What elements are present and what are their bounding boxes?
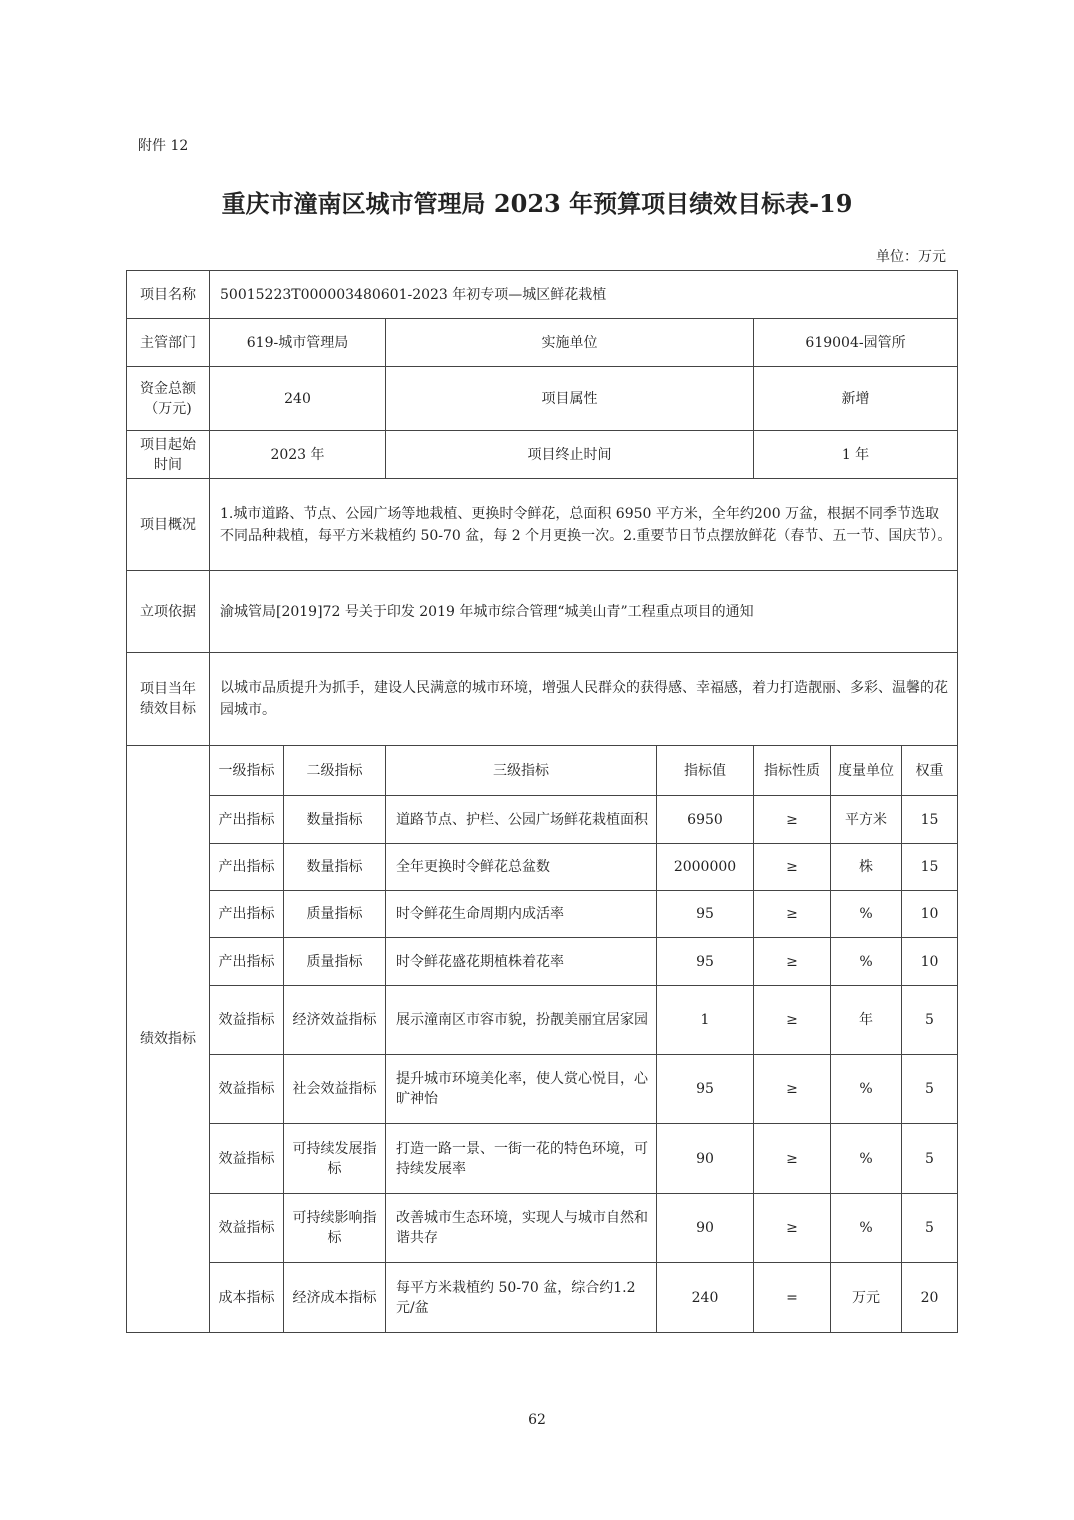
basis-label: 立项依据: [127, 571, 210, 653]
metric-level1: 产出指标: [210, 796, 284, 844]
metric-level1: 效益指标: [210, 986, 284, 1055]
metric-level2: 质量指标: [284, 891, 386, 938]
metric-level3: 道路节点、护栏、公园广场鲜花栽植面积: [386, 796, 657, 844]
metric-unit: 年: [831, 986, 902, 1055]
metric-level3: 时令鲜花生命周期内成活率: [386, 891, 657, 938]
document-title: 重庆市潼南区城市管理局 2023 年预算项目绩效目标表-19: [221, 189, 853, 218]
attr-label: 项目属性: [386, 367, 754, 431]
overview-value: 1.城市道路、节点、公园广场等地栽植、更换时令鲜花，总面积 6950 平方米，全年约200 万盆，根据不同季节选取不同品种栽植，每平方米栽植约 50-70 盆，每 2 个月更换一次。2.重要节日节点摆放鲜花（春节、五一节、国庆节）。: [210, 479, 958, 571]
metric-value: 95: [657, 1055, 754, 1124]
metric-level2: 数量指标: [284, 796, 386, 844]
impl-label: 实施单位: [386, 319, 754, 367]
end-value: 1 年: [754, 431, 958, 479]
metric-value: 95: [657, 938, 754, 986]
header-unit: 度量单位: [831, 746, 902, 796]
header-weight: 权重: [902, 746, 958, 796]
metric-nature: ≥: [754, 938, 831, 986]
metric-nature: ≥: [754, 796, 831, 844]
metric-level2: 质量指标: [284, 938, 386, 986]
metric-unit: %: [831, 1055, 902, 1124]
metric-level3: 打造一路一景、一街一花的特色环境，可持续发展率: [386, 1124, 657, 1194]
metric-unit: 株: [831, 844, 902, 891]
metric-unit: 平方米: [831, 796, 902, 844]
metric-nature: ≥: [754, 891, 831, 938]
metric-weight: 10: [902, 891, 958, 938]
start-value: 2023 年: [210, 431, 386, 479]
metric-nature: ≥: [754, 1194, 831, 1263]
metric-nature: ≥: [754, 1124, 831, 1194]
metric-nature: =: [754, 1263, 831, 1333]
header-level2: 二级指标: [284, 746, 386, 796]
attr-value: 新增: [754, 367, 958, 431]
metric-unit: %: [831, 1194, 902, 1263]
goal-label: 项目当年绩效目标: [127, 653, 210, 746]
table-row: [127, 1194, 958, 1263]
metric-value: 6950: [657, 796, 754, 844]
metric-weight: 10: [902, 938, 958, 986]
end-label: 项目终止时间: [386, 431, 754, 479]
metric-value: 2000000: [657, 844, 754, 891]
metric-level3: 全年更换时令鲜花总盆数: [386, 844, 657, 891]
table-row: [127, 1055, 958, 1124]
metric-level1: 效益指标: [210, 1194, 284, 1263]
performance-table: [126, 270, 958, 1333]
attachment-label: 附件 12: [138, 138, 189, 154]
metric-level2: 可持续发展指标: [284, 1124, 386, 1194]
table-row: [127, 986, 958, 1055]
table-row: [127, 796, 958, 844]
metric-level2: 经济效益指标: [284, 986, 386, 1055]
header-value: 指标值: [657, 746, 754, 796]
basis-value: 渝城管局[2019]72 号关于印发 2019 年城市综合管理“城美山青”工程重点项目的通知: [210, 571, 958, 653]
metric-value: 1: [657, 986, 754, 1055]
metric-value: 90: [657, 1194, 754, 1263]
metric-weight: 15: [902, 844, 958, 891]
metric-level3: 每平方米栽植约 50-70 盆，综合约1.2 元/盆: [386, 1263, 657, 1333]
dept-label: 主管部门: [127, 319, 210, 367]
metric-value: 90: [657, 1124, 754, 1194]
metric-level1: 产出指标: [210, 844, 284, 891]
impl-value: 619004-园管所: [754, 319, 958, 367]
metric-weight: 5: [902, 1124, 958, 1194]
table-row: [127, 938, 958, 986]
metric-nature: ≥: [754, 844, 831, 891]
page-number: 62: [528, 1412, 546, 1428]
metric-nature: ≥: [754, 986, 831, 1055]
metric-level2: 经济成本指标: [284, 1263, 386, 1333]
header-level1: 一级指标: [210, 746, 284, 796]
metric-unit: %: [831, 891, 902, 938]
metric-level1: 成本指标: [210, 1263, 284, 1333]
project-name-value: 50015223T000003480601-2023 年初专项—城区鲜花栽植: [210, 271, 958, 319]
overview-label: 项目概况: [127, 479, 210, 571]
metric-level1: 产出指标: [210, 938, 284, 986]
metrics-section-label: 绩效指标: [127, 746, 210, 1333]
table-row: [127, 1263, 958, 1333]
project-name-label: 项目名称: [127, 271, 210, 319]
metric-weight: 5: [902, 1055, 958, 1124]
metric-weight: 15: [902, 796, 958, 844]
metric-level3: 改善城市生态环境，实现人与城市自然和谐共存: [386, 1194, 657, 1263]
metric-level1: 产出指标: [210, 891, 284, 938]
goal-value: 以城市品质提升为抓手，建设人民满意的城市环境，增强人民群众的获得感、幸福感，着力打造靓丽、多彩、温馨的花园城市。: [210, 653, 958, 746]
metric-unit: %: [831, 938, 902, 986]
metric-weight: 5: [902, 986, 958, 1055]
metric-level3: 提升城市环境美化率，使人赏心悦目，心旷神怡: [386, 1055, 657, 1124]
start-label: 项目起始时间: [127, 431, 210, 479]
metric-weight: 20: [902, 1263, 958, 1333]
metric-value: 95: [657, 891, 754, 938]
table-row: [127, 1124, 958, 1194]
metric-unit: 万元: [831, 1263, 902, 1333]
header-level3: 三级指标: [386, 746, 657, 796]
fund-label: 资金总额（万元): [127, 367, 210, 431]
header-nature: 指标性质: [754, 746, 831, 796]
table-row: [127, 844, 958, 891]
metric-level3: 时令鲜花盛花期植株着花率: [386, 938, 657, 986]
metric-level3: 展示潼南区市容市貌，扮靓美丽宜居家园: [386, 986, 657, 1055]
unit-label: 单位：万元: [876, 249, 946, 265]
metric-value: 240: [657, 1263, 754, 1333]
table-row: [127, 891, 958, 938]
metric-level1: 效益指标: [210, 1055, 284, 1124]
metric-unit: %: [831, 1124, 902, 1194]
metric-level2: 社会效益指标: [284, 1055, 386, 1124]
metric-nature: ≥: [754, 1055, 831, 1124]
metric-level1: 效益指标: [210, 1124, 284, 1194]
metric-weight: 5: [902, 1194, 958, 1263]
fund-value: 240: [210, 367, 386, 431]
metric-level2: 数量指标: [284, 844, 386, 891]
metric-level2: 可持续影响指标: [284, 1194, 386, 1263]
dept-value: 619-城市管理局: [210, 319, 386, 367]
